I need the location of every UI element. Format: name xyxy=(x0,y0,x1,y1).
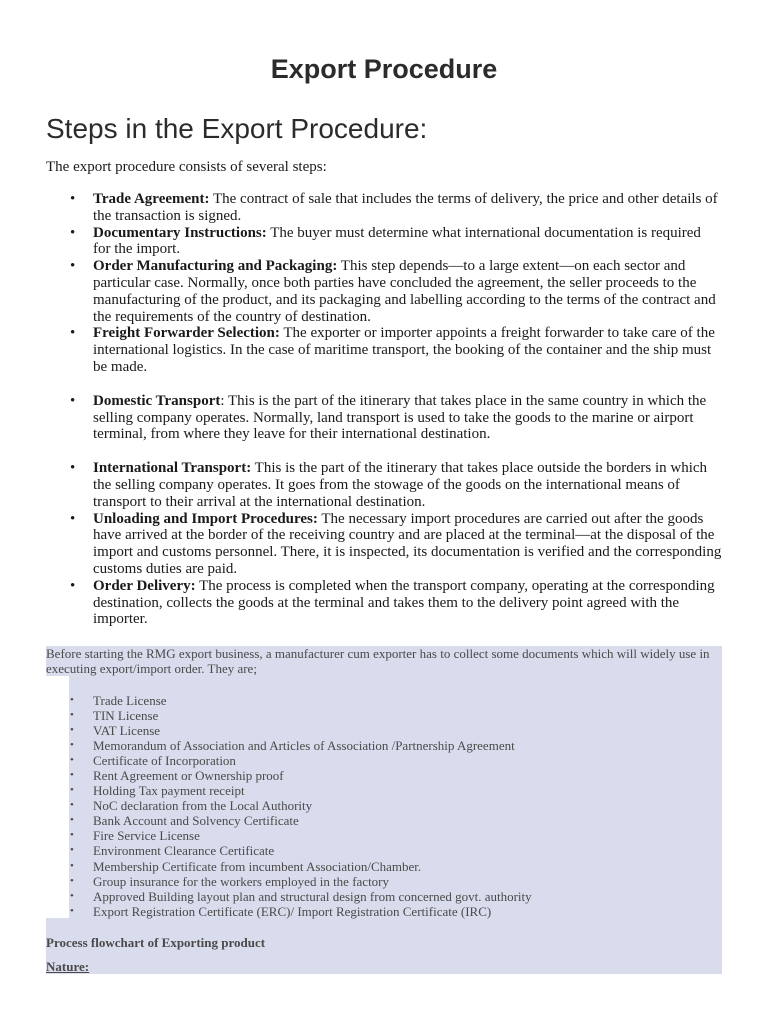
bullet-icon: • xyxy=(70,694,74,706)
document-name: Rent Agreement or Ownership proof xyxy=(93,768,284,784)
bullet-icon: • xyxy=(70,510,76,527)
list-item xyxy=(46,225,722,259)
bullet-icon: • xyxy=(70,814,74,827)
step-label: Freight Forwarder Selection: xyxy=(93,325,280,342)
bullet-icon: • xyxy=(70,224,76,241)
bullet-icon: • xyxy=(70,325,76,342)
document-name: Environment Clearance Certificate xyxy=(93,843,275,859)
bullet-icon: • xyxy=(70,258,76,275)
document-name: Memorandum of Association and Articles of Association /Partnership Agreement xyxy=(93,738,515,754)
document-name: Export Registration Certificate (ERC)/ Import Registration Certificate (IRC) xyxy=(93,903,492,919)
step-label: International Transport: xyxy=(93,460,252,477)
list-item xyxy=(46,511,722,578)
document-title: Export Procedure xyxy=(270,54,498,84)
step-label: Order Delivery: xyxy=(93,577,196,594)
list-item xyxy=(46,258,722,325)
list-item xyxy=(46,828,722,843)
list-item xyxy=(46,738,722,753)
document-name: Holding Tax payment receipt xyxy=(93,783,245,799)
bullet-icon: • xyxy=(70,724,74,737)
export-steps-list xyxy=(46,191,722,628)
document-name: Bank Account and Solvency Certificate xyxy=(93,813,299,829)
list-item xyxy=(46,753,722,768)
step-text: The buyer must determine what international documentation is required for the import. xyxy=(93,224,701,258)
list-item xyxy=(46,783,722,798)
bullet-icon: • xyxy=(70,709,74,722)
bullet-icon: • xyxy=(70,769,74,782)
bullet-icon: • xyxy=(70,874,74,887)
list-item xyxy=(46,859,722,874)
bullet-icon: • xyxy=(70,859,74,872)
bullet-icon: • xyxy=(70,754,74,767)
document-name: Group insurance for the workers employed in the factory xyxy=(93,873,390,889)
document-name: Approved Building layout plan and structural design from concerned govt. authority xyxy=(93,888,532,904)
rmg-intro-paragraph: Before starting the RMG export business, a manufacturer cum exporter has to collect some documents which will widely use in executing export/import order. They are; xyxy=(46,646,710,676)
bullet-icon: • xyxy=(70,392,76,409)
bullet-icon: • xyxy=(70,904,74,917)
bullet-icon: • xyxy=(70,844,74,857)
step-label: Unloading and Import Procedures: xyxy=(93,510,318,527)
bullet-icon: • xyxy=(70,577,76,594)
section-heading: Steps in the Export Procedure: xyxy=(46,113,428,144)
step-label: Documentary Instructions: xyxy=(93,224,267,241)
bullet-icon: • xyxy=(70,191,76,207)
bullet-icon: • xyxy=(70,784,74,797)
document-name: Fire Service License xyxy=(93,828,200,844)
document-name: VAT License xyxy=(93,723,161,739)
step-text: The exporter or importer appoints a freight forwarder to take care of the international logistics. In the case of maritime transport, the booking of the container and the ship must be made. xyxy=(93,325,715,375)
list-item xyxy=(46,889,722,904)
bullet-icon: • xyxy=(70,889,74,902)
step-label: Domestic Transport xyxy=(93,392,221,409)
step-text: : This is the part of the itinerary that takes place in the same country in which the selling company operates. Normally, land transport is used to take the goods to the marine or airport terminal, from where they leave for their international destination. xyxy=(93,392,707,443)
list-item xyxy=(46,813,722,828)
document-name: Certificate of Incorporation xyxy=(93,753,236,769)
list-item xyxy=(46,325,722,375)
step-label: Trade Agreement: xyxy=(93,191,210,207)
bullet-icon: • xyxy=(70,829,74,842)
list-item xyxy=(46,768,722,783)
flowchart-title: Process flowchart of Exporting product xyxy=(46,935,266,950)
list-item xyxy=(46,460,722,510)
step-text: This step depends—to a large extent—on each sector and particular case. Normally, once both parties have concluded the agreement, the seller proceeds to the manufacturing of the product, and its packaging and labelling according to the terms of the contract and the requirements of the country of destination. xyxy=(93,258,716,325)
step-text: The necessary import procedures are carried out after the goods have arrived at the border of the receiving country and are placed at the terminal—at the disposal of the import and customs personnel. There, it is inspected, its documentation is verified and the corresponding customs duties are paid. xyxy=(93,510,722,577)
bullet-icon: • xyxy=(70,739,74,752)
document-name: Trade License xyxy=(93,693,167,708)
list-item xyxy=(46,693,722,708)
step-text: This is the part of the itinerary that takes place outside the borders in which the selling company operates. It goes from the stowage of the goods on the international means of transport to their arrival at the international destination. xyxy=(93,460,708,510)
list-item xyxy=(46,723,722,738)
list-item xyxy=(46,904,722,919)
step-text: The contract of sale that includes the terms of delivery, the price and other details of the transaction is signed. xyxy=(93,191,718,224)
list-item xyxy=(46,708,722,723)
list-item xyxy=(46,393,722,443)
document-name: Membership Certificate from incumbent Association/Chamber. xyxy=(93,858,422,874)
list-item xyxy=(46,874,722,889)
document-name: TIN License xyxy=(93,708,159,724)
step-text: The process is completed when the transport company, operating at the corresponding destination, collects the goods at the terminal and takes them to the delivery point agreed with the importer. xyxy=(93,577,715,628)
list-item xyxy=(46,843,722,858)
list-item xyxy=(46,191,722,225)
nature-label: Nature: xyxy=(46,959,90,974)
step-label: Order Manufacturing and Packaging: xyxy=(93,258,338,275)
bullet-icon: • xyxy=(70,460,76,477)
intro-paragraph: The export procedure consists of several steps: xyxy=(46,159,327,175)
bullet-icon: • xyxy=(70,799,74,812)
document-name: NoC declaration from the Local Authority xyxy=(93,798,313,814)
list-item xyxy=(46,798,722,813)
list-item xyxy=(46,578,722,628)
required-documents-list xyxy=(46,693,722,919)
